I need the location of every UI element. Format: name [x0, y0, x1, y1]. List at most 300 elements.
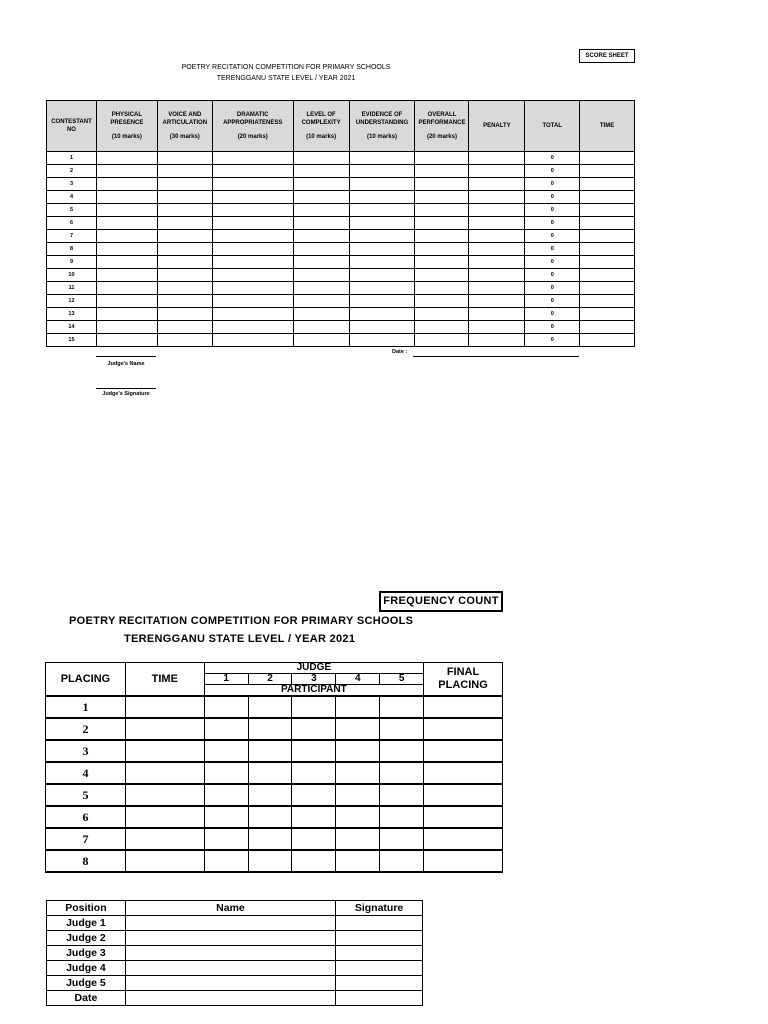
total-cell: 0 [525, 217, 580, 230]
total-cell: 0 [525, 256, 580, 269]
score-column-label: PENALTY [483, 123, 511, 129]
total-cell: 0 [525, 204, 580, 217]
name-cell[interactable] [125, 961, 335, 976]
score-input-cell[interactable] [96, 230, 157, 243]
participant-cell[interactable] [204, 828, 248, 850]
final-placing-cell[interactable] [424, 696, 503, 718]
score-input-cell[interactable] [469, 217, 525, 230]
table-row [47, 976, 423, 991]
position-header: Position [47, 901, 126, 916]
contestant-no: 2 [47, 165, 97, 178]
score-input-cell[interactable] [157, 308, 212, 321]
participant-cell[interactable] [248, 806, 292, 828]
score-input-cell[interactable] [212, 165, 293, 178]
judge-number-header: 5 [380, 674, 424, 685]
participant-cell[interactable] [248, 740, 292, 762]
score-input-cell[interactable] [157, 152, 212, 165]
participant-cell[interactable] [248, 718, 292, 740]
score-input-cell[interactable] [415, 321, 469, 334]
score-input-cell[interactable] [293, 217, 349, 230]
score-input-cell[interactable] [96, 334, 157, 347]
score-input-cell[interactable] [96, 308, 157, 321]
score-input-cell[interactable] [293, 178, 349, 191]
score-input-cell[interactable] [212, 204, 293, 217]
score-input-cell[interactable] [349, 282, 415, 295]
score-input-cell[interactable] [157, 269, 212, 282]
contestant-no: 13 [47, 308, 97, 321]
score-column-marks: (20 marks) [426, 134, 457, 140]
placing-number: 1 [46, 696, 126, 718]
placing-number: 2 [46, 718, 126, 740]
table-row [47, 295, 635, 308]
score-input-cell[interactable] [212, 334, 293, 347]
contestant-no: 7 [47, 230, 97, 243]
participant-cell[interactable] [292, 696, 336, 718]
score-input-cell[interactable] [415, 204, 469, 217]
score-input-cell[interactable] [415, 256, 469, 269]
score-input-cell[interactable] [580, 243, 635, 256]
signature-cell[interactable] [336, 946, 423, 961]
score-column-label: CONTESTANT NO [51, 119, 92, 133]
table-row [47, 152, 635, 165]
score-input-cell[interactable] [580, 321, 635, 334]
placing-number: 8 [46, 850, 126, 872]
contestant-no: 1 [47, 152, 97, 165]
table-row [47, 230, 635, 243]
total-cell: 0 [525, 191, 580, 204]
score-input-cell[interactable] [96, 165, 157, 178]
score-input-cell[interactable] [157, 282, 212, 295]
score-input-cell[interactable] [212, 191, 293, 204]
table-row [46, 806, 503, 828]
participant-cell[interactable] [380, 696, 424, 718]
score-input-cell[interactable] [469, 243, 525, 256]
score-input-cell[interactable] [349, 152, 415, 165]
score-table [46, 100, 635, 347]
score-column-marks: (30 marks) [169, 134, 200, 140]
score-input-cell[interactable] [157, 204, 212, 217]
participant-cell[interactable] [336, 806, 380, 828]
time-cell[interactable] [125, 696, 204, 718]
final-placing-cell[interactable] [424, 784, 503, 806]
total-cell: 0 [525, 282, 580, 295]
score-column-header [580, 101, 635, 152]
score-input-cell[interactable] [96, 178, 157, 191]
score-input-cell[interactable] [157, 334, 212, 347]
time-cell[interactable] [125, 784, 204, 806]
score-input-cell[interactable] [415, 308, 469, 321]
score-input-cell[interactable] [469, 178, 525, 191]
score-input-cell[interactable] [212, 269, 293, 282]
score-input-cell[interactable] [293, 282, 349, 295]
final-placing-cell[interactable] [424, 806, 503, 828]
frequency-title-line1: POETRY RECITATION COMPETITION FOR PRIMARY SCHOOLS [69, 615, 414, 627]
score-input-cell[interactable] [293, 321, 349, 334]
score-column-marks: (10 marks) [306, 134, 337, 140]
date-line[interactable] [413, 356, 579, 357]
contestant-no: 9 [47, 256, 97, 269]
table-row [46, 828, 503, 850]
placing-number: 5 [46, 784, 126, 806]
contestant-no: 11 [47, 282, 97, 295]
score-input-cell[interactable] [212, 217, 293, 230]
score-input-cell[interactable] [580, 204, 635, 217]
table-row [47, 256, 635, 269]
total-cell: 0 [525, 321, 580, 334]
name-cell[interactable] [125, 991, 335, 1006]
score-input-cell[interactable] [469, 334, 525, 347]
frequency-count-badge: FREQUENCY COUNT [379, 591, 503, 612]
participant-cell[interactable] [248, 850, 292, 872]
placing-number: 4 [46, 762, 126, 784]
score-input-cell[interactable] [349, 269, 415, 282]
score-input-cell[interactable] [293, 334, 349, 347]
judges-table [46, 900, 423, 1006]
judge-signature-line[interactable] [96, 388, 156, 389]
participant-cell[interactable] [204, 784, 248, 806]
score-input-cell[interactable] [349, 321, 415, 334]
score-input-cell[interactable] [349, 256, 415, 269]
score-input-cell[interactable] [293, 308, 349, 321]
participant-cell[interactable] [336, 762, 380, 784]
score-column-marks: (10 marks) [111, 134, 142, 140]
score-input-cell[interactable] [349, 165, 415, 178]
score-input-cell[interactable] [96, 152, 157, 165]
score-column-marks: (10 marks) [367, 134, 398, 140]
score-input-cell[interactable] [580, 308, 635, 321]
score-column-header [212, 101, 293, 152]
score-input-cell[interactable] [157, 165, 212, 178]
time-cell[interactable] [125, 762, 204, 784]
final-placing-cell[interactable] [424, 740, 503, 762]
signature-cell[interactable] [336, 976, 423, 991]
frequency-title-line2: TERENGGANU STATE LEVEL / YEAR 2021 [124, 633, 356, 645]
table-row [47, 217, 635, 230]
contestant-no: 4 [47, 191, 97, 204]
position-cell: Judge 1 [47, 916, 126, 931]
score-input-cell[interactable] [580, 295, 635, 308]
placing-number: 6 [46, 806, 126, 828]
final-placing-header: FINAL PLACING [424, 663, 503, 697]
score-input-cell[interactable] [212, 178, 293, 191]
score-input-cell[interactable] [469, 295, 525, 308]
total-cell: 0 [525, 152, 580, 165]
participant-cell[interactable] [380, 806, 424, 828]
name-cell[interactable] [125, 946, 335, 961]
score-input-cell[interactable] [415, 295, 469, 308]
score-column-label: EVIDENCE OF UNDERSTANDING [355, 112, 409, 126]
score-input-cell[interactable] [580, 178, 635, 191]
judge-number-header: 4 [336, 674, 380, 685]
score-input-cell[interactable] [415, 334, 469, 347]
signature-cell[interactable] [336, 931, 423, 946]
table-row [47, 204, 635, 217]
score-input-cell[interactable] [96, 204, 157, 217]
score-input-cell[interactable] [212, 295, 293, 308]
score-input-cell[interactable] [212, 308, 293, 321]
table-row [46, 740, 503, 762]
judge-name-line[interactable] [96, 356, 156, 357]
position-cell: Judge 5 [47, 976, 126, 991]
score-input-cell[interactable] [212, 152, 293, 165]
score-input-cell[interactable] [349, 178, 415, 191]
score-input-cell[interactable] [469, 165, 525, 178]
position-cell: Judge 4 [47, 961, 126, 976]
participant-cell[interactable] [248, 762, 292, 784]
score-input-cell[interactable] [349, 230, 415, 243]
participant-cell[interactable] [336, 784, 380, 806]
score-column-label: PHYSICAL PRESENCE [110, 112, 144, 126]
score-column-label: DRAMATIC APPROPRIATENESS [223, 112, 283, 126]
score-input-cell[interactable] [415, 282, 469, 295]
participant-cell[interactable] [380, 850, 424, 872]
placing-header: PLACING [46, 663, 126, 697]
score-input-cell[interactable] [415, 165, 469, 178]
score-input-cell[interactable] [157, 178, 212, 191]
score-column-label: TOTAL [542, 123, 562, 129]
score-column-header [349, 101, 415, 152]
score-input-cell[interactable] [469, 230, 525, 243]
score-input-cell[interactable] [469, 321, 525, 334]
score-input-cell[interactable] [415, 243, 469, 256]
participant-cell[interactable] [292, 850, 336, 872]
score-input-cell[interactable] [469, 256, 525, 269]
score-input-cell[interactable] [349, 334, 415, 347]
judge-number-header: 3 [292, 674, 336, 685]
participant-cell[interactable] [336, 828, 380, 850]
signature-cell[interactable] [336, 991, 423, 1006]
participant-cell[interactable] [204, 762, 248, 784]
score-input-cell[interactable] [293, 152, 349, 165]
score-input-cell[interactable] [157, 256, 212, 269]
placing-number: 7 [46, 828, 126, 850]
table-row [47, 946, 423, 961]
score-input-cell[interactable] [157, 217, 212, 230]
score-column-header [157, 101, 212, 152]
table-row [47, 243, 635, 256]
time-cell[interactable] [125, 850, 204, 872]
score-input-cell[interactable] [293, 165, 349, 178]
score-sheet-title-line2: TERENGGANU STATE LEVEL / YEAR 2021 [216, 75, 356, 82]
participant-cell[interactable] [336, 696, 380, 718]
participant-cell[interactable] [380, 740, 424, 762]
participant-cell[interactable] [204, 850, 248, 872]
score-input-cell[interactable] [580, 152, 635, 165]
participant-cell[interactable] [380, 784, 424, 806]
judge-signature-label: Judge's Signature [102, 391, 150, 397]
contestant-no: 15 [47, 334, 97, 347]
score-input-cell[interactable] [415, 269, 469, 282]
score-input-cell[interactable] [415, 152, 469, 165]
score-input-cell[interactable] [293, 256, 349, 269]
participant-cell[interactable] [248, 828, 292, 850]
score-input-cell[interactable] [96, 282, 157, 295]
participant-cell[interactable] [248, 696, 292, 718]
table-row [47, 191, 635, 204]
table-row [47, 334, 635, 347]
table-row [47, 916, 423, 931]
score-input-cell[interactable] [96, 243, 157, 256]
total-cell: 0 [525, 334, 580, 347]
table-row [47, 178, 635, 191]
score-input-cell[interactable] [415, 178, 469, 191]
score-input-cell[interactable] [293, 243, 349, 256]
signature-cell[interactable] [336, 961, 423, 976]
score-input-cell[interactable] [580, 282, 635, 295]
table-row [46, 718, 503, 740]
score-input-cell[interactable] [469, 308, 525, 321]
score-input-cell[interactable] [415, 217, 469, 230]
score-input-cell[interactable] [349, 295, 415, 308]
score-input-cell[interactable] [580, 269, 635, 282]
signature-cell[interactable] [336, 916, 423, 931]
judge-name-label: Judge's Name [107, 361, 145, 367]
participant-cell[interactable] [336, 740, 380, 762]
score-input-cell[interactable] [293, 204, 349, 217]
score-input-cell[interactable] [212, 243, 293, 256]
score-input-cell[interactable] [96, 256, 157, 269]
table-row [47, 269, 635, 282]
score-input-cell[interactable] [580, 191, 635, 204]
participant-cell[interactable] [380, 828, 424, 850]
total-cell: 0 [525, 295, 580, 308]
table-row [47, 931, 423, 946]
score-input-cell[interactable] [293, 191, 349, 204]
score-input-cell[interactable] [157, 230, 212, 243]
total-cell: 0 [525, 269, 580, 282]
score-input-cell[interactable] [157, 191, 212, 204]
score-input-cell[interactable] [580, 165, 635, 178]
time-cell[interactable] [125, 828, 204, 850]
score-input-cell[interactable] [96, 295, 157, 308]
table-row [46, 762, 503, 784]
time-header: TIME [125, 663, 204, 697]
participant-cell[interactable] [336, 718, 380, 740]
contestant-no: 12 [47, 295, 97, 308]
score-input-cell[interactable] [469, 204, 525, 217]
participant-cell[interactable] [204, 696, 248, 718]
final-placing-cell[interactable] [424, 762, 503, 784]
score-input-cell[interactable] [469, 269, 525, 282]
score-column-header [293, 101, 349, 152]
frequency-table [45, 662, 503, 873]
contestant-no: 8 [47, 243, 97, 256]
score-input-cell[interactable] [349, 191, 415, 204]
time-cell[interactable] [125, 740, 204, 762]
table-row [47, 308, 635, 321]
contestant-no: 3 [47, 178, 97, 191]
participant-cell[interactable] [292, 718, 336, 740]
score-input-cell[interactable] [293, 269, 349, 282]
participant-cell[interactable] [292, 828, 336, 850]
score-input-cell[interactable] [96, 269, 157, 282]
participant-cell[interactable] [380, 762, 424, 784]
score-input-cell[interactable] [580, 230, 635, 243]
time-cell[interactable] [125, 806, 204, 828]
score-input-cell[interactable] [212, 256, 293, 269]
position-cell: Judge 3 [47, 946, 126, 961]
judge-number-header: 2 [248, 674, 292, 685]
score-input-cell[interactable] [349, 243, 415, 256]
total-cell: 0 [525, 243, 580, 256]
name-cell[interactable] [125, 916, 335, 931]
participant-header: PARTICIPANT [204, 685, 423, 697]
score-column-label: VOICE AND ARTICULATION [162, 112, 208, 126]
score-column-label: OVERALL PERFORMANCE [418, 112, 466, 126]
participant-cell[interactable] [204, 806, 248, 828]
time-cell[interactable] [125, 718, 204, 740]
participant-cell[interactable] [292, 740, 336, 762]
contestant-no: 10 [47, 269, 97, 282]
score-column-header [415, 101, 469, 152]
participant-cell[interactable] [248, 784, 292, 806]
final-placing-cell[interactable] [424, 718, 503, 740]
score-input-cell[interactable] [157, 295, 212, 308]
score-input-cell[interactable] [96, 217, 157, 230]
score-input-cell[interactable] [580, 217, 635, 230]
table-row [47, 165, 635, 178]
score-input-cell[interactable] [212, 230, 293, 243]
final-placing-cell[interactable] [424, 828, 503, 850]
name-cell[interactable] [125, 976, 335, 991]
final-placing-cell[interactable] [424, 850, 503, 872]
score-input-cell[interactable] [349, 217, 415, 230]
participant-cell[interactable] [336, 850, 380, 872]
placing-number: 3 [46, 740, 126, 762]
score-input-cell[interactable] [415, 191, 469, 204]
position-cell: Judge 2 [47, 931, 126, 946]
participant-cell[interactable] [292, 784, 336, 806]
score-input-cell[interactable] [469, 152, 525, 165]
score-input-cell[interactable] [349, 308, 415, 321]
participant-cell[interactable] [204, 718, 248, 740]
name-header: Name [125, 901, 335, 916]
participant-cell[interactable] [292, 762, 336, 784]
table-row [47, 961, 423, 976]
score-column-header [469, 101, 525, 152]
score-input-cell[interactable] [580, 334, 635, 347]
score-column-marks: (20 marks) [237, 134, 268, 140]
total-cell: 0 [525, 165, 580, 178]
score-sheet-badge: SCORE SHEET [579, 49, 635, 63]
total-cell: 0 [525, 308, 580, 321]
score-input-cell[interactable] [212, 321, 293, 334]
score-input-cell[interactable] [469, 191, 525, 204]
score-input-cell[interactable] [96, 321, 157, 334]
name-cell[interactable] [125, 931, 335, 946]
participant-cell[interactable] [292, 806, 336, 828]
score-input-cell[interactable] [157, 321, 212, 334]
score-input-cell[interactable] [415, 230, 469, 243]
table-row [47, 991, 423, 1006]
total-cell: 0 [525, 178, 580, 191]
participant-cell[interactable] [380, 718, 424, 740]
score-sheet-title-line1: POETRY RECITATION COMPETITION FOR PRIMARY SCHOOLS [181, 64, 391, 71]
table-row [46, 850, 503, 872]
score-input-cell[interactable] [293, 230, 349, 243]
score-input-cell[interactable] [469, 282, 525, 295]
score-column-label: TIME [599, 123, 615, 129]
participant-cell[interactable] [204, 740, 248, 762]
score-input-cell[interactable] [157, 243, 212, 256]
table-row [46, 784, 503, 806]
score-input-cell[interactable] [580, 256, 635, 269]
score-input-cell[interactable] [96, 191, 157, 204]
score-input-cell[interactable] [293, 295, 349, 308]
score-input-cell[interactable] [349, 204, 415, 217]
contestant-no: 14 [47, 321, 97, 334]
score-input-cell[interactable] [212, 282, 293, 295]
